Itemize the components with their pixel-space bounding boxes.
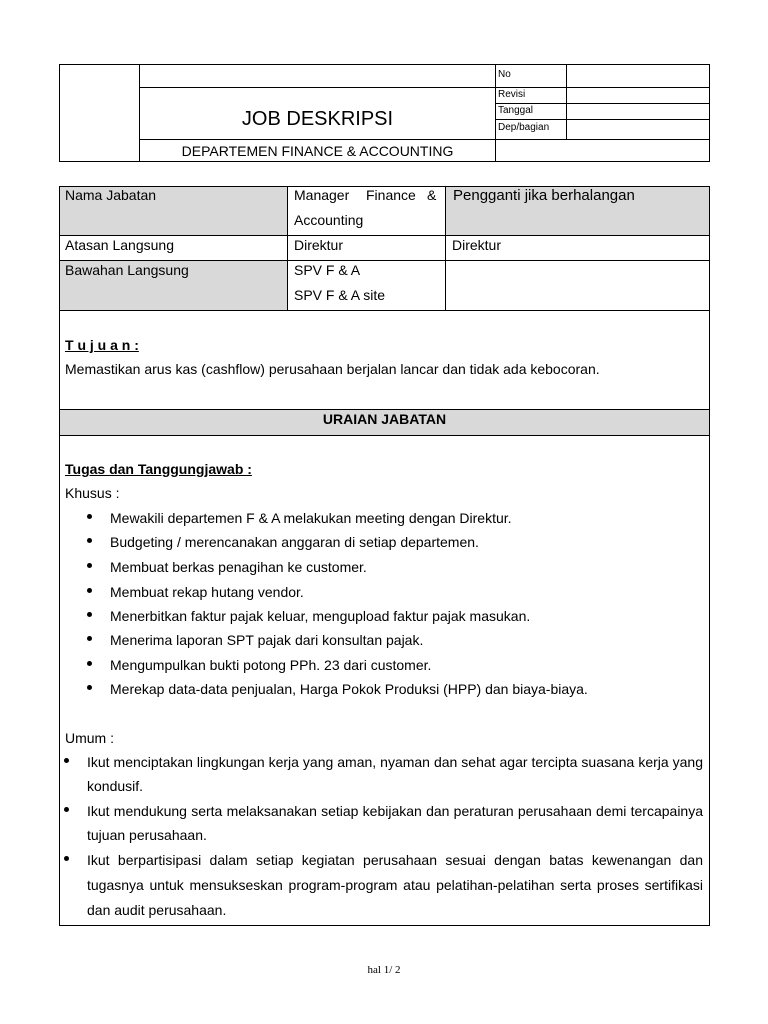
bawahan-value-1: SPV F & A (294, 262, 361, 278)
bawahan-value-2: SPV F & A site (294, 287, 386, 303)
bawahan-label: Bawahan Langsung (65, 262, 189, 278)
atasan-value: Direktur (294, 237, 344, 253)
tujuan-text: Memastikan arus kas (cashflow) perusahaan berjalan lancar dan tidak ada kebocoran. (65, 361, 600, 377)
uraian-heading: URAIAN JABATAN (322, 411, 447, 427)
list-item: Menerima laporan SPT pajak dari konsultan pajak. (110, 632, 424, 648)
department-title: DEPARTEMEN FINANCE & ACCOUNTING (181, 143, 454, 159)
meta-label-revisi: Revisi (498, 89, 526, 100)
pengganti-value: Direktur (452, 237, 502, 253)
list-item: Mewakili departemen F & A melakukan meeting dengan Direktur. (110, 510, 512, 526)
list-item-continuation: dan audit perusahaan. (87, 902, 227, 918)
page-number: hal 1/ 2 (367, 964, 401, 976)
bullet-icon (87, 563, 92, 568)
meta-label-no: No (498, 69, 511, 80)
bullet-icon (87, 685, 92, 690)
page-title: JOB DESKRIPSI (241, 108, 394, 130)
nama-jabatan-label: Nama Jabatan (65, 187, 157, 203)
list-item: Ikut menciptakan lingkungan kerja yang aman, nyaman dan sehat agar tercipta suasana kerja yang (87, 754, 703, 770)
list-item-continuation: tujuan perusahaan. (87, 827, 207, 843)
bullet-icon (87, 514, 92, 519)
pengganti-label: Pengganti jika berhalangan (453, 187, 635, 204)
list-item-continuation: tugasnya untuk mensukseskan program-program atau pelatihan-pelatihan serta proses sertifikasi (87, 877, 703, 893)
list-item: Merekap data-data penjualan, Harga Pokok Produksi (HPP) dan biaya-biaya. (110, 681, 588, 697)
bullet-icon (64, 856, 69, 861)
bullet-icon (87, 538, 92, 543)
umum-label: Umum : (65, 730, 114, 746)
bullet-icon (87, 588, 92, 593)
atasan-label: Atasan Langsung (65, 237, 174, 253)
bullet-icon (87, 612, 92, 617)
bullet-icon (64, 758, 69, 763)
list-item: Menerbitkan faktur pajak keluar, mengupload faktur pajak masukan. (110, 608, 531, 624)
meta-label-dep-bagian: Dep/bagian (498, 122, 550, 133)
list-item: Membuat berkas penagihan ke customer. (110, 559, 367, 575)
list-item: Membuat rekap hutang vendor. (110, 584, 304, 600)
bullet-icon (87, 636, 92, 641)
nama-jabatan-value-3: & (427, 187, 437, 203)
list-item: Mengumpulkan bukti potong PPh. 23 dari customer. (110, 657, 432, 673)
bullet-icon (87, 661, 92, 666)
tugas-heading: Tugas dan Tanggungjawab : (65, 461, 252, 477)
nama-jabatan-value-2: Finance (366, 187, 416, 203)
nama-jabatan-value-1: Manager (294, 187, 350, 203)
list-item: Budgeting / merencanakan anggaran di setiap departemen. (110, 534, 479, 550)
list-item: Ikut mendukung serta melaksanakan setiap kebijakan dan peraturan perusahaan demi tercapainya (87, 803, 703, 819)
bullet-icon (64, 807, 69, 812)
list-item: Ikut berpartisipasi dalam setiap kegiatan perusahaan sesuai dengan batas kewenangan dan (87, 852, 703, 868)
khusus-label: Khusus : (65, 485, 120, 501)
nama-jabatan-value-4: Accounting (294, 212, 364, 228)
meta-label-tanggal: Tanggal (498, 105, 534, 116)
tujuan-heading: T u j u a n : (65, 337, 139, 353)
list-item-continuation: kondusif. (87, 778, 144, 794)
